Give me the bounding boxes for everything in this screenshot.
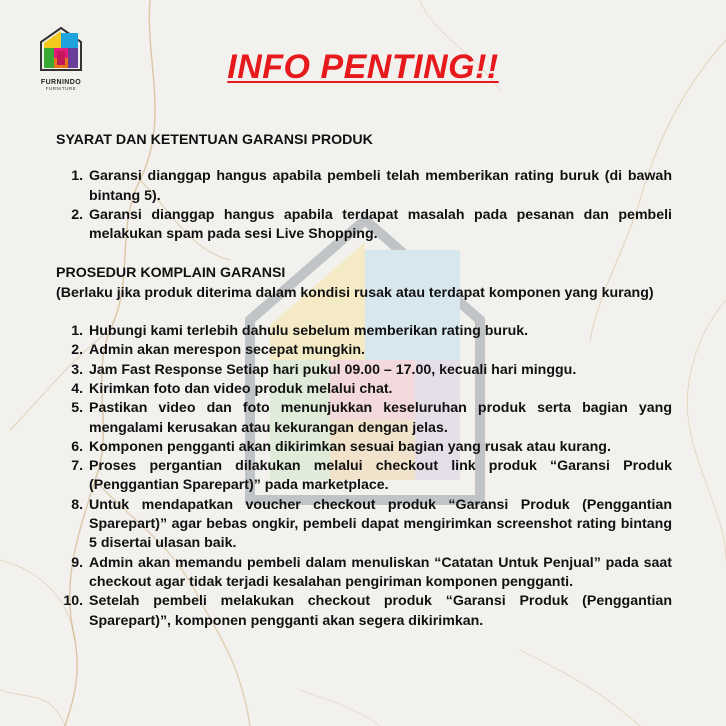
list-item: 1. Hubungi kami terlebih dahulu sebelum memberikan rating buruk. xyxy=(87,322,672,341)
page-title: INFO PENTING!! xyxy=(227,48,499,86)
list-item: 1. Garansi dianggap hangus apabila pembeli telah memberikan rating buruk (di bawah bintang 5). xyxy=(87,167,672,206)
list-item: 9. Admin akan memandu pembeli dalam menuliskan “Catatan Untuk Penjual” pada saat checkout agar tidak terjadi kesalahan pengiriman komponen pengganti. xyxy=(87,554,672,593)
list-item: 8. Untuk mendapatkan voucher checkout produk “Garansi Produk (Penggantian Sparepart)” agar bebas ongkir, pembeli dapat mengirimkan screenshot rating bintang 5 disertai ulasan baik. xyxy=(87,496,672,554)
list-item: 2. Garansi dianggap hangus apabila terdapat masalah pada pesanan dan pembeli melakukan spam pada sesi Live Shopping. xyxy=(87,206,672,245)
list-item: 6. Komponen pengganti akan dikirimkan sesuai bagian yang rusak atau kurang. xyxy=(87,438,672,457)
complaint-note: (Berlaku jika produk diterima dalam kondisi rusak atau terdapat komponen yang kurang) xyxy=(56,284,654,301)
list-item: 3. Jam Fast Response Setiap hari pukul 09.00 – 17.00, kecuali hari minggu. xyxy=(87,361,672,380)
brand-name: FURNINDO xyxy=(40,79,82,86)
list-item: 10. Setelah pembeli melakukan checkout produk “Garansi Produk (Penggantian Sparepart)”, komponen pengganti akan segera dikirimkan. xyxy=(87,592,672,631)
brand-tagline: FURNITURE xyxy=(45,86,77,91)
list-item: 7. Proses pergantian dilakukan melalui checkout link produk “Garansi Produk (Penggantian Sparepart)” pada marketplace. xyxy=(87,457,672,496)
complaint-procedure-list xyxy=(56,322,672,631)
warranty-heading: SYARAT DAN KETENTUAN GARANSI PRODUK xyxy=(56,132,373,148)
warranty-terms-list xyxy=(56,167,672,244)
complaint-heading: PROSEDUR KOMPLAIN GARANSI xyxy=(56,265,286,282)
list-item: 2. Admin akan merespon secepat mungkin. xyxy=(87,341,672,360)
document-body xyxy=(56,131,672,631)
list-item: 5. Pastikan video dan foto menunjukkan keseluruhan produk serta bagian yang mengalami kerusakan atau kekurangan dengan jelas. xyxy=(87,399,672,438)
list-item: 4. Kirimkan foto dan video produk melalui chat. xyxy=(87,380,672,399)
